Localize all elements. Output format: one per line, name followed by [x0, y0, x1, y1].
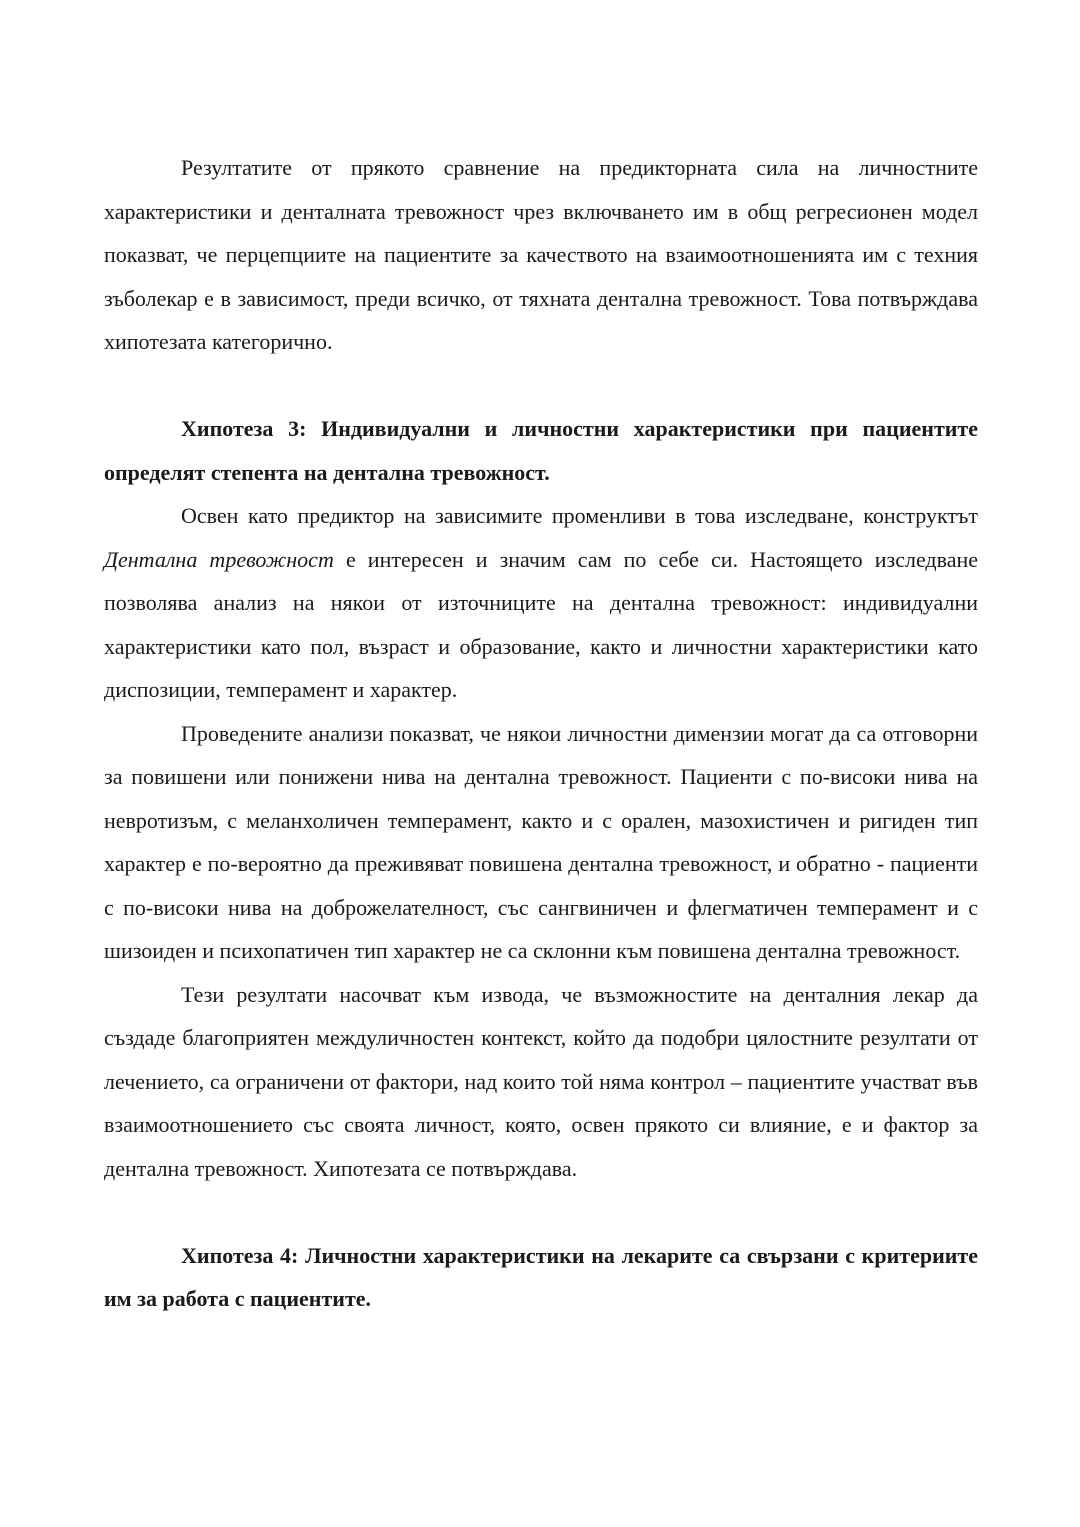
paragraph-dental-anxiety-end: е интересен и значим сам по себе си. Настоящето изследване позволява анализ на някои от източниците на дентална тревожност: индивидуални характеристики като пол, възраст и образование, както и личностни характеристики като диспозиции, темперамент и характер. — [104, 546, 979, 702]
paragraph-conclusion: Тези резултати насочват към извода, че възможностите на денталния лекар да създаде благоприятен междуличностен контекст, който да подобри цялостните резултати от лечението, са ограничени от фактори, над които той няма контрол – пациентите участват във взаимоотношението със своята личност, която, освен прякото си влияние, е и фактор за дентална тревожност. Хипотезата се потвърждава. — [104, 981, 978, 1181]
paragraph-dental-anxiety — [104, 494, 978, 712]
document-body — [104, 146, 978, 1321]
heading-hypothesis-3: Хипотеза 3: Индивидуални и личностни характеристики при пациентите определят степента на дентална тревожност. — [104, 416, 978, 485]
spacer — [104, 364, 978, 408]
paragraph-dental-anxiety-term: Дентална тревожност — [104, 546, 334, 572]
paragraph-analyses: Проведените анализи показват, че някои личностни димензии могат да са отговорни за повишени или понижени нива на дентална тревожност. Пациенти с по-високи нива на невротизъм, с меланхоличен темперамент, както и с орален, мазохистичен и ригиден тип характер е по-вероятно да преживяват повишена дентална тревожност, и обратно - пациенти с по-високи нива на доброжелателност, със сангвиничен и флегматичен темперамент и с шизоиден и психопатичен тип характер не са склонни към повишена дентална тревожност. — [104, 720, 978, 963]
spacer — [104, 1190, 978, 1234]
paragraph-results: Резултатите от прякото сравнение на предикторната сила на личностните характеристики и денталната тревожност чрез включването им в общ регресионен модел показват, че перцепциите на пациентите за качеството на взаимоотношенията им с техния зъболекар е в зависимост, преди всичко, от тяхната дентална тревожност. Това потвърждава хипотезата категорично. — [104, 155, 978, 354]
paragraph-dental-anxiety-start: Освен като предиктор на зависимите променливи в това изследване, конструктът — [181, 503, 978, 528]
heading-hypothesis-4: Хипотеза 4: Личностни характеристики на лекарите са свързани с критериите им за работа с пациентите. — [104, 1242, 978, 1311]
